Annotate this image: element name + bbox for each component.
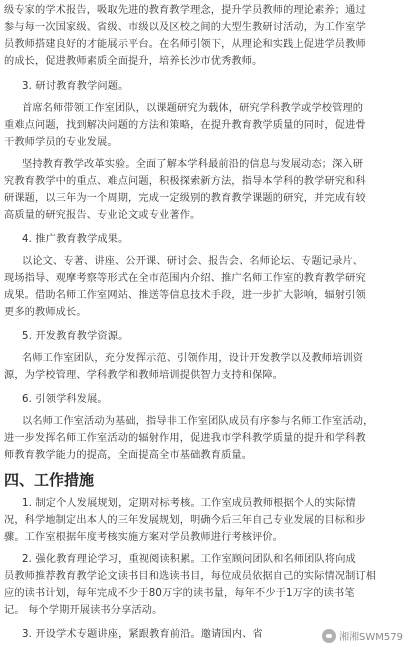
paragraph-line: 参与每一次国家级、省级、市级以及区校之间的大型生教研讨活动，为工作室学 (4, 22, 366, 33)
paragraph-line: 1. 制定个人发展规划，定期对标考核。工作室成员教师根据个人的实际情 (22, 498, 356, 509)
section-item-5: 5. 开发教育教学资源。 (22, 331, 129, 342)
watermark (322, 628, 403, 643)
paragraph-line: 的成长，促进教师素质全面提升，培养长沙市优秀教师。 (4, 56, 263, 67)
paragraph-line: 成果。借助名师工作室网站、推送等信息技术手段，进一步扩大影响，辐射引领 (4, 290, 366, 301)
section-item-4: 4. 推广教育教学成果。 (22, 234, 129, 245)
paragraph-line: 源，为学校管理、学科教学和教师培训提供智力支持和保障。 (4, 370, 284, 381)
paragraph-line: 3. 开设学术专题讲座，紧跟教育前沿。邀请国内、省 (22, 629, 263, 640)
paragraph-line: 首席名师带领工作室团队，以课题研究为载体，研究学科教学或学校管理的 (22, 103, 364, 114)
paragraph-line: 以论文、专著、讲座、公开课、研讨会、报告会、名师论坛、专题记录片、 (22, 256, 364, 267)
paragraph-line: 重难点问题，找到解决问题的方法和策略，在提升教育教学质量的同时，促进骨 (4, 120, 366, 131)
paragraph-line: 研课题，以三年为一个周期，完成一定级别的教育教学课题的研究，并完成有较 (4, 193, 366, 204)
wechat-icon (322, 629, 336, 643)
paragraph-line: 况，科学地制定出本人的三年发展规划，明确今后三年自己专业发展的目标和步 (4, 515, 366, 526)
paragraph-line: 现场指导、观摩考察等形式在全市范围内介绍、推广名师工作室的教育教学研究 (4, 273, 366, 284)
paragraph-line: 师教育教学能力的提高，全面提高全市基础教育质量。 (4, 450, 253, 461)
paragraph-line: 坚持教育教学改革实验。全面了解本学科最前沿的信息与发展动态；深入研 (22, 159, 364, 170)
section-item-6: 6. 引领学科发展。 (22, 394, 108, 405)
paragraph-line: 2. 强化教育理论学习，重视阅读积累。工作室顾问团队和名师团队将向成 (22, 554, 356, 565)
paragraph-line: 究教育教学中的重点、难点问题，积极探索新方法，指导本学科的教学研究和科 (4, 176, 366, 187)
paragraph-line: 应的读书计划，每年完成不少于80万字的读书量，每年不少于1万字的读书笔 (4, 588, 355, 599)
paragraph-line: 骤。工作室根据年度考核实施方案对学员教师进行考核评价。 (4, 532, 284, 543)
paragraph-line: 记。 每个学期开展读书分享活动。 (4, 605, 163, 616)
paragraph-line: 级专家的学术报告，吸取先进的教育教学理念，提升学员教师的理论素养；通过 (4, 5, 366, 16)
section-heading: 四、工作措施 (4, 471, 95, 489)
paragraph-line: 名师工作室团队，充分发挥示范、引领作用，设计开发教学以及教师培训资 (22, 353, 364, 364)
watermark-label: 湘湘SWM579 (339, 632, 403, 643)
paragraph-line: 以名师工作室活动为基础，指导非工作室团队成员有序参与名师工作室活动， (22, 416, 374, 427)
paragraph-line: 干教师学员的专业发展。 (4, 137, 118, 148)
paragraph-line: 员教师推荐教育教学论文读书目和选读书目，每位成员依据自己的实际情况制订相 (4, 571, 377, 582)
paragraph-line: 更多的教师成长。 (4, 307, 87, 318)
paragraph-line: 进一步发挥名师工作室活动的辐射作用，促进我市学科教学质量的提升和学科教 (4, 433, 366, 444)
paragraph-line: 高质量的研究报告、专业论文或专业著作。 (4, 210, 201, 221)
paragraph-line: 员教师搭建良好的才能展示平台。在名师引领下，从理论和实践上促进学员教师 (4, 39, 366, 50)
section-item-3: 3. 研讨教育教学问题。 (22, 81, 129, 92)
